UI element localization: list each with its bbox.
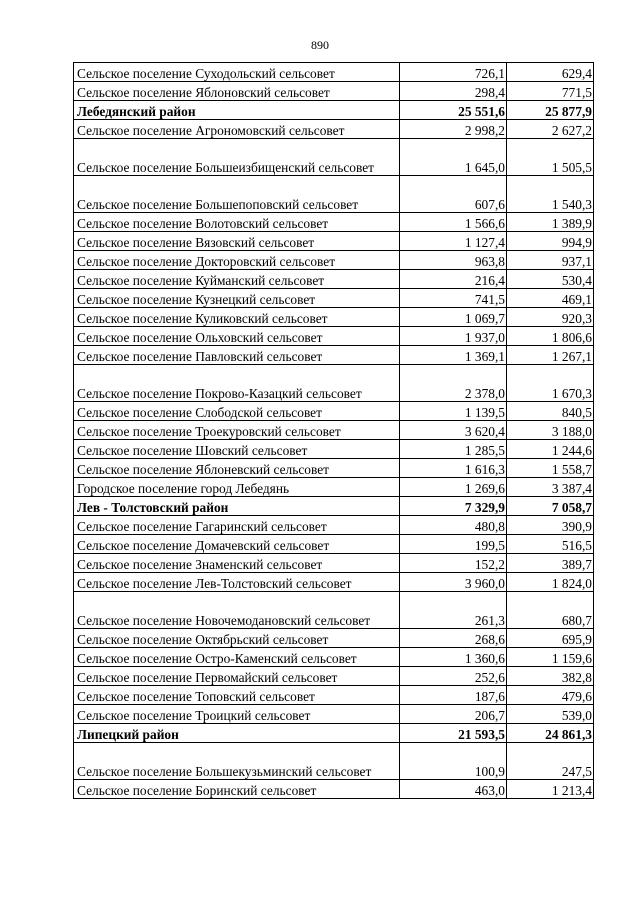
settlement-name-cell: Сельское поселение Лев-Толстовский сельсовет	[74, 573, 400, 592]
district-row	[74, 724, 594, 743]
value-cell-col2: 382,8	[507, 667, 594, 686]
settlement-name-cell: Сельское поселение Октябрьский сельсовет	[74, 629, 400, 648]
value-cell-col1: 100,9	[400, 743, 507, 780]
table-row	[74, 63, 594, 82]
value-cell-col1: 7 329,9	[400, 497, 507, 516]
settlement-name-cell: Сельское поселение Кузнецкий сельсовет	[74, 289, 400, 308]
table-row	[74, 554, 594, 573]
page-number: 890	[311, 38, 329, 52]
value-cell-col2: 1 670,3	[507, 365, 594, 402]
table-row	[74, 270, 594, 289]
value-cell-col2: 1 213,4	[507, 780, 594, 799]
value-cell-col2: 25 877,9	[507, 101, 594, 120]
value-cell-col2: 469,1	[507, 289, 594, 308]
table-row	[74, 459, 594, 478]
settlement-name-cell: Сельское поселение Агрономовский сельсовет	[74, 120, 400, 139]
value-cell-col1: 1 369,1	[400, 346, 507, 365]
settlement-name-cell: Сельское поселение Слободской сельсовет	[74, 402, 400, 421]
value-cell-col2: 3 188,0	[507, 421, 594, 440]
settlement-name-cell: Сельское поселение Яблоневский сельсовет	[74, 459, 400, 478]
value-cell-col2: 7 058,7	[507, 497, 594, 516]
value-cell-col2: 1 389,9	[507, 213, 594, 232]
district-row	[74, 101, 594, 120]
value-cell-col1: 1 069,7	[400, 308, 507, 327]
table-row	[74, 629, 594, 648]
table-row	[74, 327, 594, 346]
value-cell-col1: 963,8	[400, 251, 507, 270]
table-row	[74, 516, 594, 535]
table-row	[74, 478, 594, 497]
table-row	[74, 592, 594, 629]
value-cell-col1: 1 285,5	[400, 440, 507, 459]
value-cell-col2: 1 159,6	[507, 648, 594, 667]
table-row	[74, 440, 594, 459]
value-cell-col2: 920,3	[507, 308, 594, 327]
value-cell-col2: 390,9	[507, 516, 594, 535]
settlement-name-cell: Городское поселение город Лебедянь	[74, 478, 400, 497]
district-name-cell: Липецкий район	[74, 724, 400, 743]
settlement-name-cell: Сельское поселение Ольховский сельсовет	[74, 327, 400, 346]
value-cell-col1: 199,5	[400, 535, 507, 554]
table-row	[74, 402, 594, 421]
table-row	[74, 232, 594, 251]
value-cell-col2: 1 267,1	[507, 346, 594, 365]
table-row	[74, 780, 594, 799]
settlement-name-cell: Сельское поселение Докторовский сельсовет	[74, 251, 400, 270]
value-cell-col2: 1 244,6	[507, 440, 594, 459]
table-row	[74, 573, 594, 592]
settlement-name-cell: Сельское поселение Большепоповский сельсовет	[74, 176, 400, 213]
value-cell-col2: 516,5	[507, 535, 594, 554]
settlement-name-cell: Сельское поселение Большекузьминский сельсовет	[74, 743, 400, 780]
value-cell-col2: 3 387,4	[507, 478, 594, 497]
settlement-name-cell: Сельское поселение Новочемодановский сельсовет	[74, 592, 400, 629]
value-cell-col2: 629,4	[507, 63, 594, 82]
table-row	[74, 120, 594, 139]
table-row	[74, 82, 594, 101]
table-row	[74, 346, 594, 365]
value-cell-col1: 268,6	[400, 629, 507, 648]
value-cell-col1: 480,8	[400, 516, 507, 535]
value-cell-col2: 1 505,5	[507, 139, 594, 176]
table-row	[74, 365, 594, 402]
value-cell-col2: 530,4	[507, 270, 594, 289]
settlement-name-cell: Сельское поселение Покрово-Казацкий сельсовет	[74, 365, 400, 402]
value-cell-col1: 1 616,3	[400, 459, 507, 478]
value-cell-col1: 152,2	[400, 554, 507, 573]
value-cell-col2: 840,5	[507, 402, 594, 421]
settlement-name-cell: Сельское поселение Первомайский сельсовет	[74, 667, 400, 686]
value-cell-col1: 741,5	[400, 289, 507, 308]
value-cell-col1: 206,7	[400, 705, 507, 724]
table-row	[74, 743, 594, 780]
value-cell-col2: 695,9	[507, 629, 594, 648]
value-cell-col1: 252,6	[400, 667, 507, 686]
table-row	[74, 705, 594, 724]
value-cell-col1: 261,3	[400, 592, 507, 629]
value-cell-col1: 1 937,0	[400, 327, 507, 346]
value-cell-col1: 726,1	[400, 63, 507, 82]
settlement-name-cell: Сельское поселение Гагаринский сельсовет	[74, 516, 400, 535]
settlement-name-cell: Сельское поселение Троекуровский сельсовет	[74, 421, 400, 440]
value-cell-col2: 2 627,2	[507, 120, 594, 139]
settlement-name-cell: Сельское поселение Домачевский сельсовет	[74, 535, 400, 554]
settlement-name-cell: Сельское поселение Суходольский сельсовет	[74, 63, 400, 82]
table-row	[74, 686, 594, 705]
table-row	[74, 667, 594, 686]
value-cell-col1: 25 551,6	[400, 101, 507, 120]
district-row	[74, 497, 594, 516]
value-cell-col2: 937,1	[507, 251, 594, 270]
value-cell-col1: 1 645,0	[400, 139, 507, 176]
budget-table	[73, 62, 594, 799]
table-row	[74, 648, 594, 667]
value-cell-col2: 680,7	[507, 592, 594, 629]
value-cell-col2: 1 806,6	[507, 327, 594, 346]
settlement-name-cell: Сельское поселение Вязовский сельсовет	[74, 232, 400, 251]
settlement-name-cell: Сельское поселение Топовский сельсовет	[74, 686, 400, 705]
settlement-name-cell: Сельское поселение Волотовский сельсовет	[74, 213, 400, 232]
table-row	[74, 213, 594, 232]
settlement-name-cell: Сельское поселение Куйманский сельсовет	[74, 270, 400, 289]
value-cell-col2: 771,5	[507, 82, 594, 101]
settlement-name-cell: Сельское поселение Большеизбищенский сельсовет	[74, 139, 400, 176]
value-cell-col2: 24 861,3	[507, 724, 594, 743]
table-row	[74, 535, 594, 554]
value-cell-col1: 1 139,5	[400, 402, 507, 421]
value-cell-col2: 247,5	[507, 743, 594, 780]
value-cell-col2: 1 540,3	[507, 176, 594, 213]
value-cell-col2: 1 558,7	[507, 459, 594, 478]
settlement-name-cell: Сельское поселение Павловский сельсовет	[74, 346, 400, 365]
value-cell-col1: 1 269,6	[400, 478, 507, 497]
value-cell-col1: 1 127,4	[400, 232, 507, 251]
table-row	[74, 251, 594, 270]
value-cell-col2: 539,0	[507, 705, 594, 724]
value-cell-col1: 216,4	[400, 270, 507, 289]
value-cell-col1: 21 593,5	[400, 724, 507, 743]
value-cell-col1: 1 566,6	[400, 213, 507, 232]
budget-table-body	[74, 63, 594, 799]
settlement-name-cell: Сельское поселение Троицкий сельсовет	[74, 705, 400, 724]
settlement-name-cell: Сельское поселение Яблоновский сельсовет	[74, 82, 400, 101]
value-cell-col1: 463,0	[400, 780, 507, 799]
settlement-name-cell: Сельское поселение Куликовский сельсовет	[74, 308, 400, 327]
value-cell-col2: 479,6	[507, 686, 594, 705]
value-cell-col1: 187,6	[400, 686, 507, 705]
settlement-name-cell: Сельское поселение Боринский сельсовет	[74, 780, 400, 799]
value-cell-col1: 607,6	[400, 176, 507, 213]
settlement-name-cell: Сельское поселение Знаменский сельсовет	[74, 554, 400, 573]
value-cell-col1: 3 960,0	[400, 573, 507, 592]
table-row	[74, 289, 594, 308]
value-cell-col1: 3 620,4	[400, 421, 507, 440]
value-cell-col1: 1 360,6	[400, 648, 507, 667]
value-cell-col1: 298,4	[400, 82, 507, 101]
table-row	[74, 139, 594, 176]
value-cell-col2: 389,7	[507, 554, 594, 573]
settlement-name-cell: Сельское поселение Остро-Каменский сельсовет	[74, 648, 400, 667]
district-name-cell: Лев - Толстовский район	[74, 497, 400, 516]
table-row	[74, 308, 594, 327]
table-row	[74, 176, 594, 213]
value-cell-col2: 1 824,0	[507, 573, 594, 592]
value-cell-col2: 994,9	[507, 232, 594, 251]
table-row	[74, 421, 594, 440]
district-name-cell: Лебедянский район	[74, 101, 400, 120]
value-cell-col1: 2 378,0	[400, 365, 507, 402]
value-cell-col1: 2 998,2	[400, 120, 507, 139]
settlement-name-cell: Сельское поселение Шовский сельсовет	[74, 440, 400, 459]
